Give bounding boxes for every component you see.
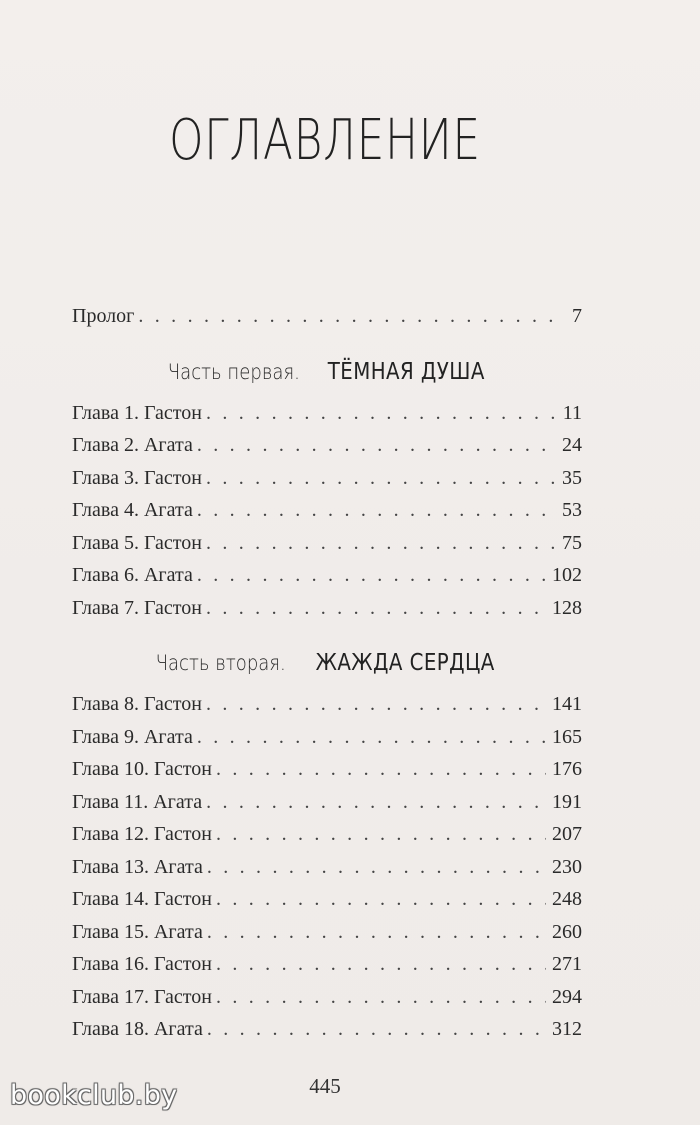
toc-entry-page: 191 [552,790,582,813]
toc-entry [72,818,582,851]
dot-leader [206,786,546,819]
toc-entry-label: Глава 12. Гастон [72,823,212,845]
toc-entry [72,753,582,786]
dot-leader [197,429,556,462]
site-watermark: bookclub.by [10,1080,178,1111]
toc-entry-page: 11 [562,401,582,424]
part-name: ЖАЖДА СЕРДЦА [315,650,495,676]
toc-entry-label: Глава 15. Агата [72,920,203,943]
toc-entry-label: Глава 3. Гастон [72,466,202,489]
toc-entry-label: Пролог [72,305,135,327]
table-of-contents [72,300,582,1046]
toc-entry-page: 75 [562,531,582,554]
page-number: 445 [309,1074,341,1098]
toc-entry [72,851,582,884]
toc-entry-label: Глава 4. Агата [72,499,193,521]
part-prefix: Часть первая. [167,359,300,384]
dot-leader [197,494,556,527]
dot-leader [216,948,546,981]
toc-entry-label: Глава 8. Гастон [72,693,202,715]
toc-entry [72,721,582,754]
part-prefix: Часть вторая. [155,651,286,675]
toc-entry-label: Глава 9. Агата [72,725,193,748]
toc-entry [72,527,582,560]
part-name: ТЁМНАЯ ДУША [327,358,485,385]
dot-leader [207,916,546,949]
toc-entry [72,1013,582,1046]
toc-entry [72,462,582,495]
toc-entry-page: 271 [552,953,582,975]
dot-leader [216,818,546,851]
toc-entry-page: 248 [552,888,582,910]
toc-entry [72,981,582,1014]
toc-entry-label: Глава 13. Агата [72,855,203,878]
dot-leader [216,883,546,916]
toc-entry [72,397,582,430]
toc-entry [72,559,582,592]
toc-entry [72,786,582,819]
dot-leader [216,981,546,1014]
toc-entry [72,429,582,462]
toc-entry-page: 141 [552,693,582,715]
toc-entry-page: 102 [552,564,582,586]
toc-entry-label: Глава 14. Гастон [72,888,212,910]
toc-entry-label: Глава 2. Агата [72,434,193,456]
dot-leader [206,592,546,625]
toc-entry [72,688,582,721]
toc-entry-page: 207 [552,823,582,845]
toc-entry-label: Глава 16. Гастон [72,953,212,975]
toc-entry [72,883,582,916]
toc-entry-page: 176 [552,758,582,780]
toc-entry-page: 7 [572,305,582,327]
toc-entry-page: 260 [552,920,582,943]
toc-entry [72,494,582,527]
dot-leader [207,851,546,884]
toc-entry-label: Глава 18. Агата [72,1018,203,1040]
dot-leader [206,462,556,495]
toc-entry-label: Глава 10. Гастон [72,758,212,780]
toc-entry [72,916,582,949]
toc-entry [72,948,582,981]
toc-entry-label: Глава 11. Агата [72,790,203,813]
page-title: ОГЛАВЛЕНИЕ [169,108,481,173]
dot-leader [197,721,546,754]
part-heading-2 [72,624,582,688]
toc-entry-prologue [72,300,582,333]
toc-entry-page: 165 [552,725,582,748]
dot-leader [216,753,546,786]
toc-entry-page: 35 [562,466,582,489]
dot-leader [206,527,556,560]
dot-leader [206,397,557,430]
toc-entry-label: Глава 1. Гастон [72,401,202,424]
toc-entry-page: 312 [552,1018,582,1040]
toc-entry-label: Глава 17. Гастон [72,985,212,1008]
toc-entry-page: 230 [552,855,582,878]
toc-entry-label: Глава 5. Гастон [72,531,202,554]
toc-entry-page: 128 [552,596,582,619]
toc-entry [72,592,582,625]
part-heading-1 [72,333,582,397]
toc-entry-label: Глава 6. Агата [72,564,193,586]
toc-entry-label: Глава 7. Гастон [72,596,202,619]
toc-entry-page: 294 [552,985,582,1008]
dot-leader [207,1013,546,1046]
toc-entry-page: 53 [562,499,582,521]
dot-leader [206,688,546,721]
dot-leader [138,300,566,333]
dot-leader [197,559,546,592]
toc-entry-page: 24 [562,434,582,456]
